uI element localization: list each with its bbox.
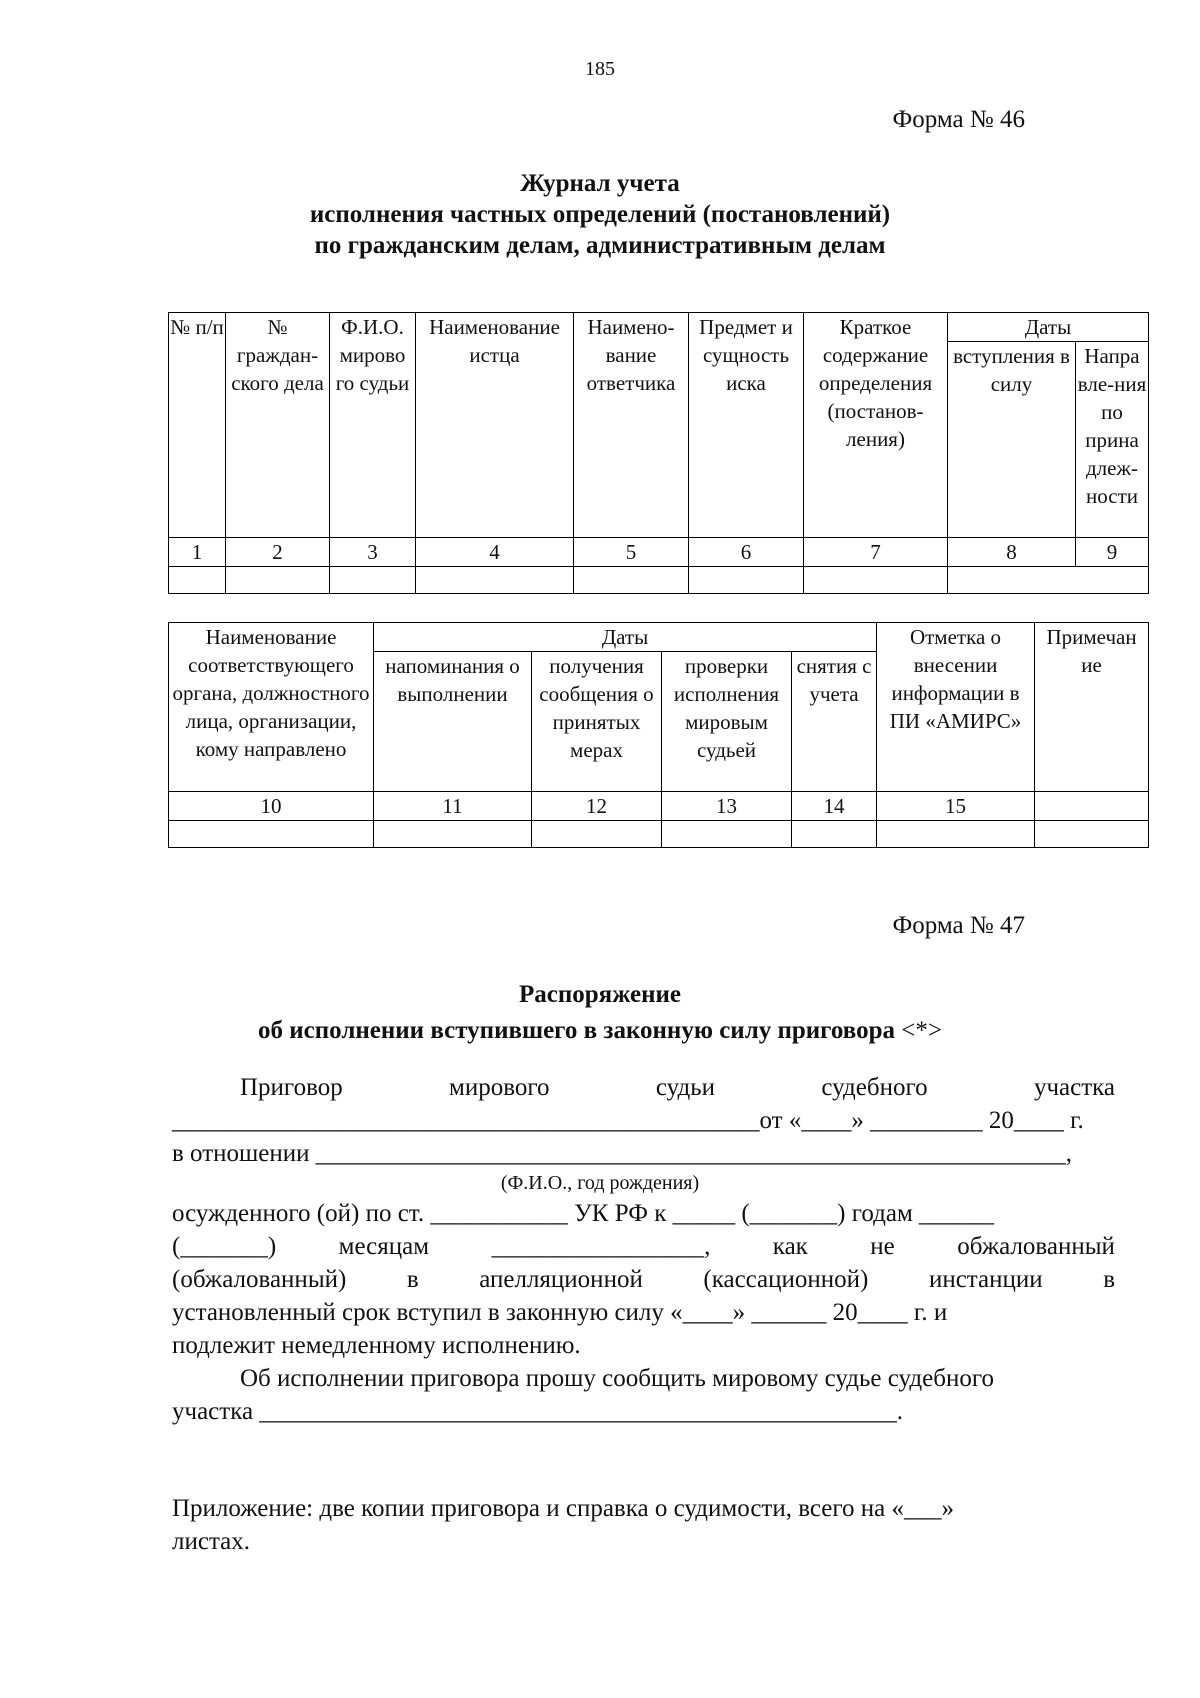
word: _________________, — [491, 1233, 711, 1260]
sentence-line-3: в отношении ____________________________________________________________, — [172, 1140, 1073, 1167]
column-number: 9 — [1076, 538, 1149, 567]
header-check: проверки исполнения мировым судьей — [662, 652, 792, 792]
header-defendant: Наимено-вание ответчика — [574, 313, 689, 538]
empty-cell — [330, 567, 416, 594]
column-number: 2 — [226, 538, 330, 567]
column-number — [1035, 792, 1149, 821]
word: (кассационной) — [703, 1266, 869, 1293]
word: судьи — [655, 1074, 716, 1101]
word: мирового — [449, 1074, 550, 1101]
sentence-line-7 — [172, 1266, 1115, 1294]
title-text: об исполнении вступившего в законную силу приговора — [258, 1017, 896, 1044]
word: (обжалованный) — [172, 1266, 347, 1293]
header-dates: Даты — [948, 313, 1149, 342]
column-number: 3 — [330, 538, 416, 567]
column-number: 10 — [169, 792, 374, 821]
header-reminder: напоминания о выполнении — [374, 652, 532, 792]
empty-cell — [1035, 821, 1149, 848]
column-number: 14 — [792, 792, 877, 821]
empty-cell — [416, 567, 574, 594]
empty-cell — [532, 821, 662, 848]
form-46-title — [0, 168, 1200, 261]
header-ruling-summary: Краткое содержание определения (постанов-ления) — [804, 313, 948, 538]
table-row — [169, 567, 1149, 594]
request-line-2: участка ___________________________________________________. — [172, 1398, 904, 1425]
word: как — [772, 1233, 808, 1260]
header-claim-subject: Предмет и сущность иска — [689, 313, 804, 538]
header-judge-name: Ф.И.О. мирово го судьи — [330, 313, 416, 538]
page-number: 185 — [585, 58, 615, 80]
word: месяцам — [338, 1233, 430, 1260]
form-47-title — [0, 977, 1200, 1049]
column-number: 12 — [532, 792, 662, 821]
journal-table-2 — [168, 622, 1149, 848]
empty-cell — [689, 567, 804, 594]
word: Приговор — [240, 1074, 343, 1101]
title-line: исполнения частных определений (постановлений) — [309, 201, 891, 228]
footnote-mark: <*> — [901, 1017, 942, 1044]
header-plaintiff: Наименование истца — [416, 313, 574, 538]
column-number: 13 — [662, 792, 792, 821]
word: в — [406, 1266, 419, 1293]
word: судебного — [821, 1074, 928, 1101]
column-number: 15 — [877, 792, 1035, 821]
attachment-line-1: Приложение: две копии приговора и справка о судимости, всего на «___» — [172, 1495, 954, 1522]
column-number: 8 — [948, 538, 1076, 567]
header-note: Примечан ие — [1035, 623, 1149, 792]
word: в — [1103, 1266, 1115, 1293]
empty-cell — [169, 567, 226, 594]
word: не — [870, 1233, 895, 1260]
header-deregistration: снятия с учета — [792, 652, 877, 792]
column-number: 6 — [689, 538, 804, 567]
request-line-1: Об исполнении приговора прошу сообщить мировому судье судебного — [240, 1365, 994, 1392]
empty-cell — [574, 567, 689, 594]
word: инстанции — [928, 1266, 1043, 1293]
header-recipient: Наименование соответствующего органа, должностного лица, организации, кому направлено — [169, 623, 374, 792]
column-number: 4 — [416, 538, 574, 567]
title-line: Распоряжение — [519, 981, 681, 1008]
empty-cell — [662, 821, 792, 848]
sentence-line-8: установленный срок вступил в законную силу «____» ______ 20____ г. и — [172, 1299, 948, 1326]
word: апелляционной — [479, 1266, 643, 1293]
header-row-number: № п/п — [169, 313, 226, 538]
sentence-line-9: подлежит немедленному исполнению. — [172, 1332, 581, 1359]
fio-caption: (Ф.И.О., год рождения) — [500, 1172, 700, 1194]
sentence-line-6 — [172, 1233, 1115, 1261]
empty-cell — [877, 821, 1035, 848]
empty-cell — [792, 821, 877, 848]
sentence-line-5: осужденного (ой) по ст. ___________ УК РФ к _____ (_______) годам ______ — [172, 1200, 995, 1227]
empty-cell — [169, 821, 374, 848]
word: обжалованный — [957, 1233, 1115, 1260]
title-line: по гражданским делам, административным делам — [314, 232, 886, 259]
header-case-number: № граждан-ского дела — [226, 313, 330, 538]
sentence-line-1 — [240, 1074, 1115, 1102]
sentence-line-2: _______________________________________________от «____» _________ 20____ г. — [172, 1107, 1084, 1134]
form-47-label: Форма № 47 — [892, 912, 1025, 939]
journal-table-1 — [168, 312, 1149, 594]
title-line: Журнал учета — [520, 170, 680, 197]
header-amirs-mark: Отметка о внесении информации в ПИ «АМИРС» — [877, 623, 1035, 792]
header-forwarding: Напра вле-ния по прина длеж-ности — [1076, 342, 1149, 538]
form-46-label: Форма № 46 — [892, 106, 1025, 133]
word: участка — [1033, 1074, 1115, 1101]
header-effective-date: вступления в силу — [948, 342, 1076, 538]
empty-cell — [804, 567, 948, 594]
table-row — [169, 821, 1149, 848]
header-dates: Даты — [374, 623, 877, 652]
column-number: 7 — [804, 538, 948, 567]
empty-cell — [226, 567, 330, 594]
title-line — [0, 1013, 1200, 1049]
column-number: 5 — [574, 538, 689, 567]
word: (_______) — [172, 1233, 277, 1260]
empty-cell — [374, 821, 532, 848]
column-number: 1 — [169, 538, 226, 567]
column-number: 11 — [374, 792, 532, 821]
attachment-line-2: листах. — [172, 1528, 251, 1555]
header-report-received: получения сообщения о принятых мерах — [532, 652, 662, 792]
empty-cell — [948, 567, 1149, 594]
